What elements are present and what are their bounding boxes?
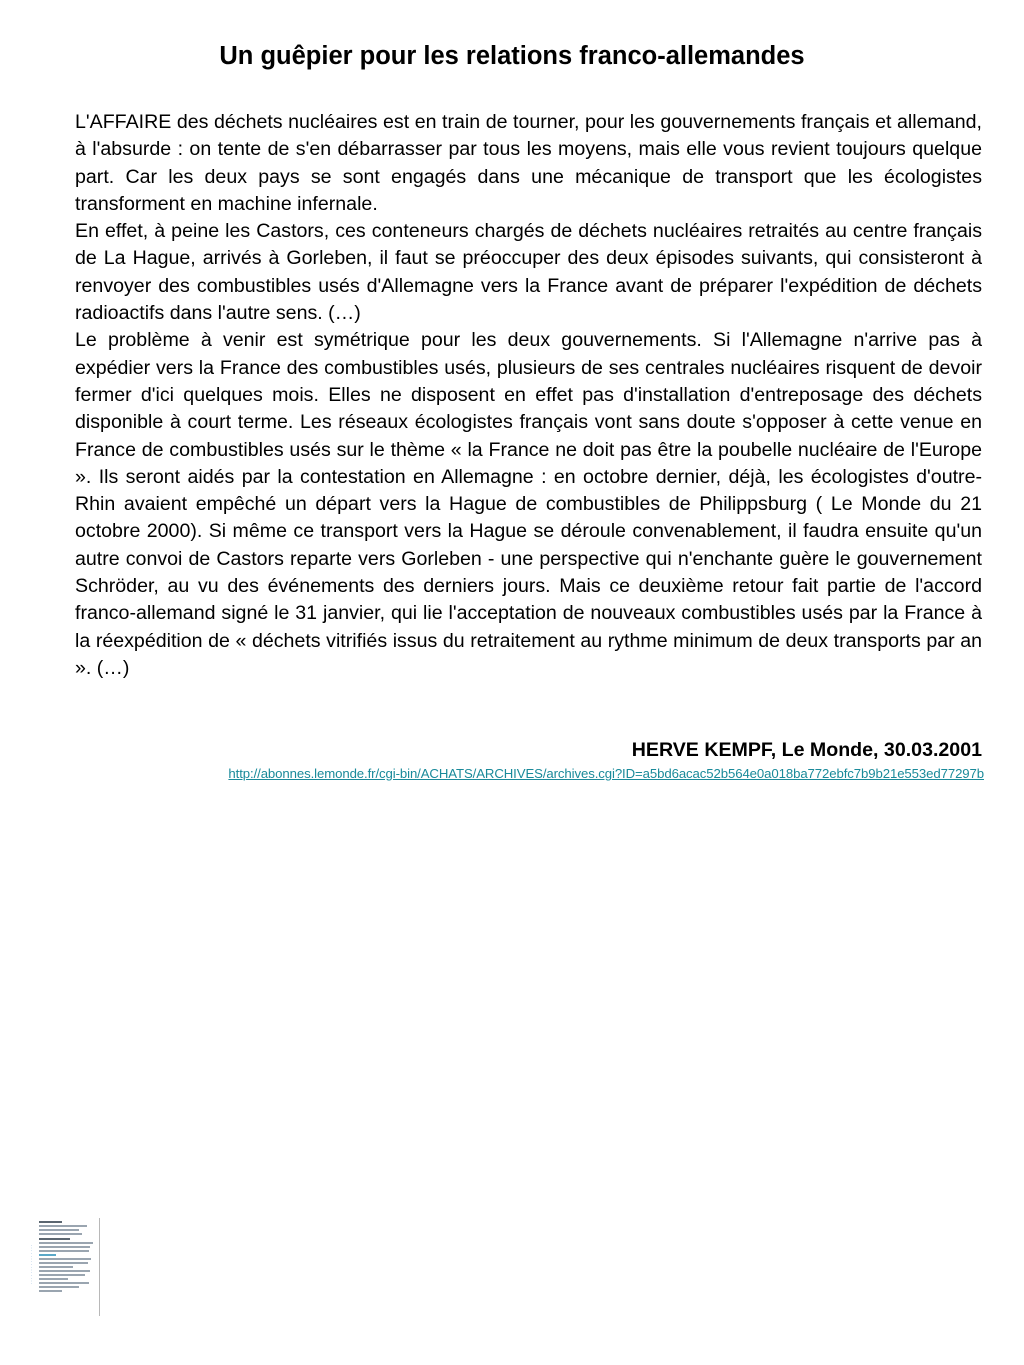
source-link[interactable]: http://abonnes.lemonde.fr/cgi-bin/ACHATS/ARCHIVES/archives.cgi?ID=a5bd6acac52b564e0a018ba772ebfc7b9b21e553ed77297b [228, 766, 984, 781]
article-paragraph-1: L'AFFAIRE des déchets nucléaires est en train de tourner, pour les gouvernements français et allemand, à l'absurde : on tente de s'en débarrasser par tous les moyens, mais elle vous revient toujours quelque part. Car les deux pays se sont engagés dans une mécanique de transport que les écologistes transforment en machine infernale. [75, 111, 982, 215]
article-byline: HERVE KEMPF, Le Monde, 30.03.2001 [631, 739, 982, 761]
thumbnail-vertical-label: · · · · · · · · · · · · · · · [28, 1244, 34, 1285]
page-thumbnail[interactable] [26, 1218, 100, 1316]
thumbnail-border [99, 1218, 100, 1316]
article-paragraph-2: En effet, à peine les Castors, ces conteneurs chargés de déchets nucléaires retraités au centre français de La Hague, arrivés à Gorleben, il faut se préoccuper des deux épisodes suivants, qui consisteront à renvoyer des combustibles usés d'Allemagne vers la France avant de préparer l'expédition de déchets radioactifs dans l'autre sens. (…) [75, 220, 982, 325]
page-title: Un guêpier pour les relations franco-allemandes [219, 42, 805, 70]
thumbnail-preview-lines [39, 1221, 96, 1294]
article-body [75, 109, 982, 682]
article-paragraph-3: Le problème à venir est symétrique pour les deux gouvernements. Si l'Allemagne n'arrive pas à expédier vers la France des combustibles usés, plusieurs de ses centrales nucléaires risquent de devoir fermer d'ici quelques mois. Elles ne disposent en effet pas d'installation d'entreposage des déchets disponible à court terme. Les réseaux écologistes français vont sans doute s'opposer à cette venue en France de combustibles usés sur le thème « la France ne doit pas être la poubelle nucléaire de l'Europe ». Ils seront aidés par la contestation en Allemagne : en octobre dernier, déjà, les écologistes d'outre-Rhin avaient empêché un départ vers la Hague de combustibles de Philippsburg ( Le Monde du 21 octobre 2000). Si même ce transport vers la Hague se déroule convenablement, il faudra ensuite qu'un autre convoi de Castors reparte vers Gorleben - une perspective qui n'enchante guère le gouvernement Schröder, au vu des événements des derniers jours. Mais ce deuxième retour fait partie de l'accord franco-allemand signé le 31 janvier, qui lie l'acceptation de nouveaux combustibles usés par la France à la réexpédition de « déchets vitrifiés issus du retraitement au rythme minimum de deux transports par an ». (…) [75, 329, 982, 679]
